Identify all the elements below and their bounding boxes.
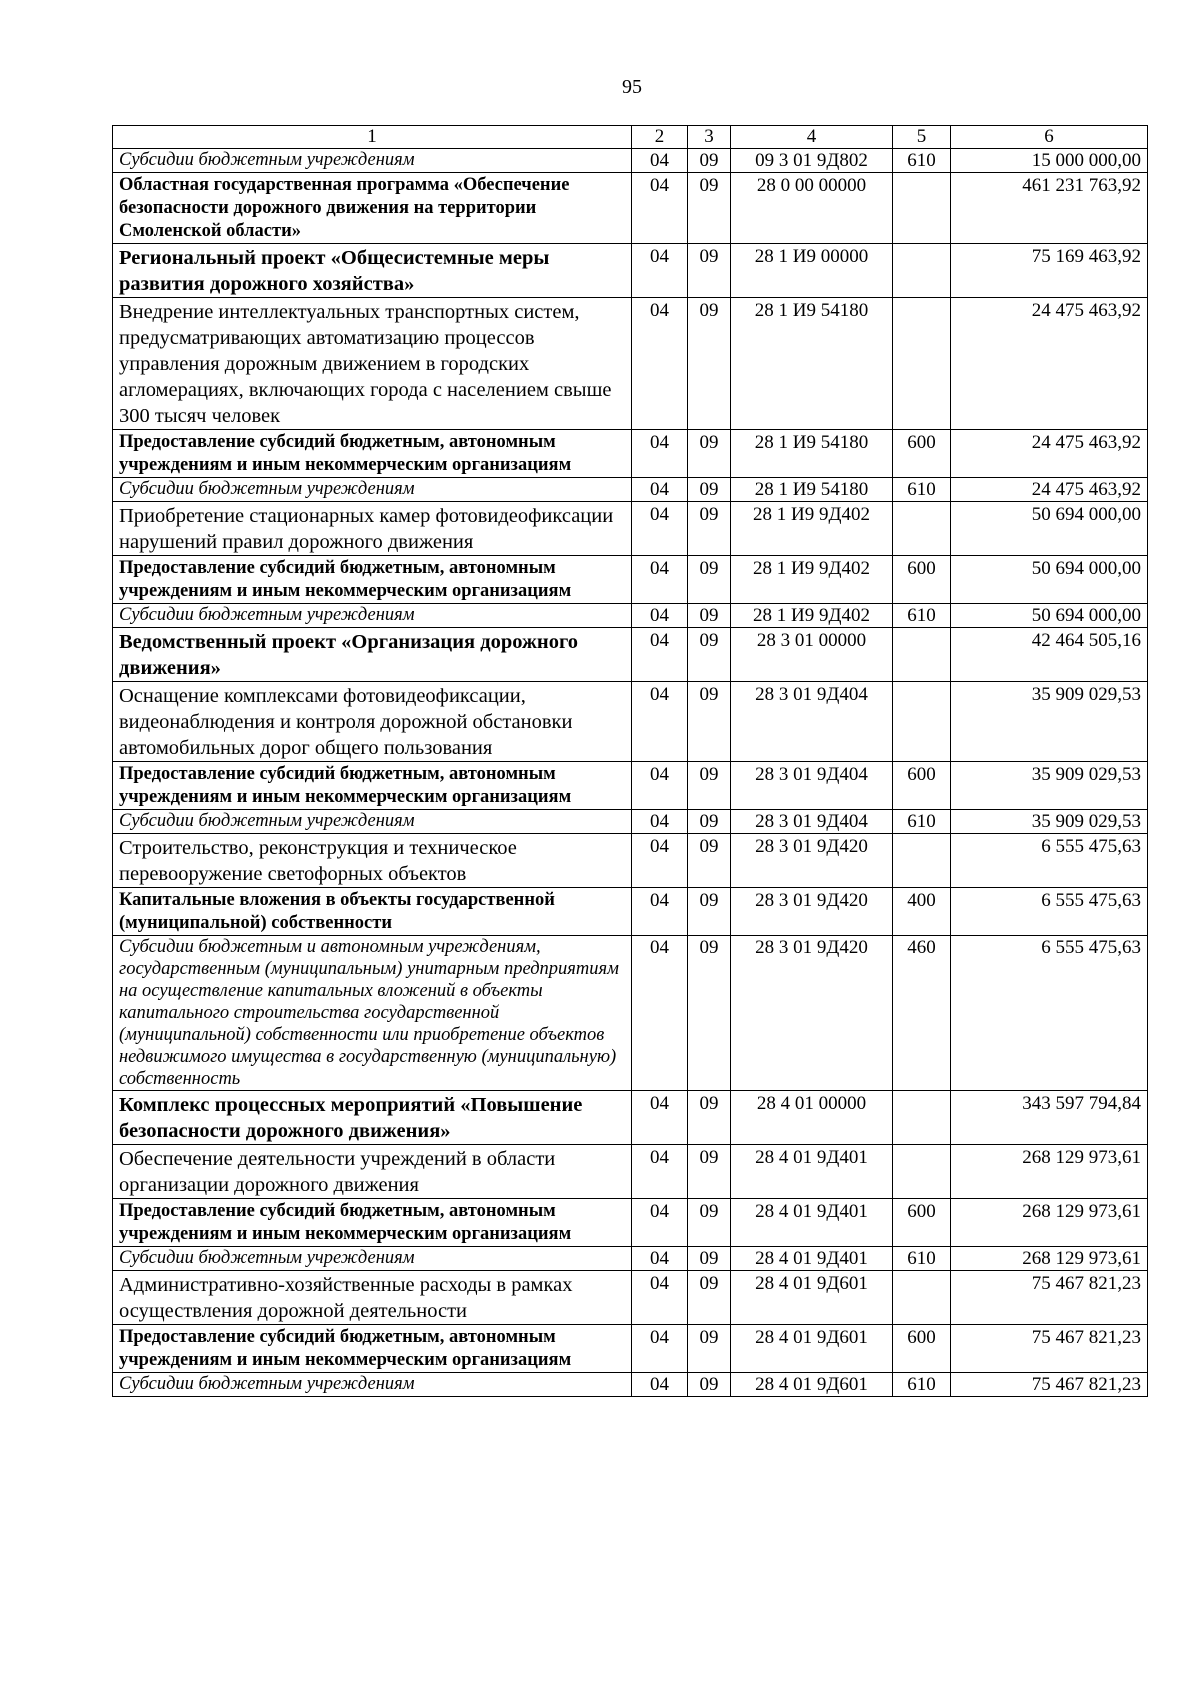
target-article-cell: 28 3 01 9Д404 <box>731 762 893 810</box>
subsection-code-cell: 09 <box>688 430 731 478</box>
row-name-cell: Субсидии бюджетным учреждениям <box>113 149 632 173</box>
table-row <box>113 1091 1148 1145</box>
row-name-cell: Субсидии бюджетным учреждениям <box>113 1373 632 1397</box>
section-code-cell: 04 <box>632 1091 688 1145</box>
row-name-cell: Капитальные вложения в объекты государственной (муниципальной) собственности <box>113 888 632 936</box>
section-code-cell: 04 <box>632 1271 688 1325</box>
expense-type-cell: 610 <box>893 810 951 834</box>
table-row <box>113 604 1148 628</box>
amount-cell: 6 555 475,63 <box>951 936 1148 1091</box>
amount-cell: 461 231 763,92 <box>951 173 1148 244</box>
expense-type-cell: 610 <box>893 604 951 628</box>
subsection-code-cell: 09 <box>688 810 731 834</box>
expense-type-cell <box>893 682 951 762</box>
section-code-cell: 04 <box>632 834 688 888</box>
row-name-cell: Субсидии бюджетным учреждениям <box>113 478 632 502</box>
target-article-cell: 28 1 И9 54180 <box>731 478 893 502</box>
target-article-cell: 28 1 И9 54180 <box>731 298 893 430</box>
target-article-cell: 28 1 И9 54180 <box>731 430 893 478</box>
amount-cell: 268 129 973,61 <box>951 1199 1148 1247</box>
section-code-cell: 04 <box>632 478 688 502</box>
target-article-cell: 28 1 И9 9Д402 <box>731 556 893 604</box>
section-code-cell: 04 <box>632 1199 688 1247</box>
section-code-cell: 04 <box>632 1247 688 1271</box>
table-row <box>113 478 1148 502</box>
section-code-cell: 04 <box>632 1145 688 1199</box>
expense-type-cell: 610 <box>893 478 951 502</box>
section-code-cell: 04 <box>632 682 688 762</box>
subsection-code-cell: 09 <box>688 1325 731 1373</box>
target-article-cell: 28 4 01 9Д601 <box>731 1373 893 1397</box>
subsection-code-cell: 09 <box>688 936 731 1091</box>
subsection-code-cell: 09 <box>688 1091 731 1145</box>
header-cell-5: 5 <box>893 126 951 149</box>
section-code-cell: 04 <box>632 149 688 173</box>
section-code-cell: 04 <box>632 810 688 834</box>
expense-type-cell: 400 <box>893 888 951 936</box>
budget-table <box>112 125 1148 1397</box>
target-article-cell: 28 3 01 9Д420 <box>731 888 893 936</box>
expense-type-cell <box>893 298 951 430</box>
row-name-cell: Строительство, реконструкция и техническое перевооружение светофорных объектов <box>113 834 632 888</box>
subsection-code-cell: 09 <box>688 604 731 628</box>
amount-cell: 35 909 029,53 <box>951 810 1148 834</box>
amount-cell: 75 467 821,23 <box>951 1373 1148 1397</box>
amount-cell: 35 909 029,53 <box>951 762 1148 810</box>
subsection-code-cell: 09 <box>688 1271 731 1325</box>
subsection-code-cell: 09 <box>688 556 731 604</box>
amount-cell: 75 169 463,92 <box>951 244 1148 298</box>
amount-cell: 6 555 475,63 <box>951 834 1148 888</box>
row-name-cell: Предоставление субсидий бюджетным, автономным учреждениям и иным некоммерческим организациям <box>113 430 632 478</box>
target-article-cell: 28 1 И9 9Д402 <box>731 604 893 628</box>
expense-type-cell <box>893 628 951 682</box>
amount-cell: 50 694 000,00 <box>951 556 1148 604</box>
expense-type-cell: 600 <box>893 762 951 810</box>
expense-type-cell: 600 <box>893 1325 951 1373</box>
subsection-code-cell: 09 <box>688 502 731 556</box>
table-row <box>113 936 1148 1091</box>
table-row <box>113 888 1148 936</box>
section-code-cell: 04 <box>632 628 688 682</box>
subsection-code-cell: 09 <box>688 834 731 888</box>
table-row <box>113 810 1148 834</box>
row-name-cell: Предоставление субсидий бюджетным, автономным учреждениям и иным некоммерческим организациям <box>113 1199 632 1247</box>
section-code-cell: 04 <box>632 244 688 298</box>
target-article-cell: 28 4 01 00000 <box>731 1091 893 1145</box>
expense-type-cell <box>893 244 951 298</box>
table-row <box>113 1145 1148 1199</box>
target-article-cell: 28 3 01 9Д420 <box>731 834 893 888</box>
row-name-cell: Обеспечение деятельности учреждений в области организации дорожного движения <box>113 1145 632 1199</box>
row-name-cell: Субсидии бюджетным учреждениям <box>113 1247 632 1271</box>
section-code-cell: 04 <box>632 556 688 604</box>
subsection-code-cell: 09 <box>688 762 731 810</box>
amount-cell: 35 909 029,53 <box>951 682 1148 762</box>
expense-type-cell <box>893 502 951 556</box>
table-row <box>113 834 1148 888</box>
expense-type-cell <box>893 1271 951 1325</box>
row-name-cell: Региональный проект «Общесистемные меры развития дорожного хозяйства» <box>113 244 632 298</box>
table-row <box>113 762 1148 810</box>
target-article-cell: 28 0 00 00000 <box>731 173 893 244</box>
amount-cell: 343 597 794,84 <box>951 1091 1148 1145</box>
amount-cell: 24 475 463,92 <box>951 478 1148 502</box>
section-code-cell: 04 <box>632 430 688 478</box>
amount-cell: 75 467 821,23 <box>951 1271 1148 1325</box>
row-name-cell: Субсидии бюджетным учреждениям <box>113 604 632 628</box>
header-cell-3: 3 <box>688 126 731 149</box>
target-article-cell: 28 4 01 9Д401 <box>731 1145 893 1199</box>
row-name-cell: Предоставление субсидий бюджетным, автономным учреждениям и иным некоммерческим организациям <box>113 556 632 604</box>
expense-type-cell: 610 <box>893 149 951 173</box>
header-cell-2: 2 <box>632 126 688 149</box>
expense-type-cell <box>893 173 951 244</box>
table-row <box>113 628 1148 682</box>
table-row <box>113 502 1148 556</box>
amount-cell: 268 129 973,61 <box>951 1247 1148 1271</box>
amount-cell: 50 694 000,00 <box>951 502 1148 556</box>
subsection-code-cell: 09 <box>688 298 731 430</box>
section-code-cell: 04 <box>632 298 688 430</box>
target-article-cell: 28 1 И9 00000 <box>731 244 893 298</box>
section-code-cell: 04 <box>632 502 688 556</box>
subsection-code-cell: 09 <box>688 173 731 244</box>
expense-type-cell: 600 <box>893 556 951 604</box>
amount-cell: 75 467 821,23 <box>951 1325 1148 1373</box>
amount-cell: 24 475 463,92 <box>951 298 1148 430</box>
expense-type-cell <box>893 1091 951 1145</box>
subsection-code-cell: 09 <box>688 1199 731 1247</box>
header-cell-6: 6 <box>951 126 1148 149</box>
row-name-cell: Предоставление субсидий бюджетным, автономным учреждениям и иным некоммерческим организациям <box>113 762 632 810</box>
table-row <box>113 149 1148 173</box>
expense-type-cell: 610 <box>893 1247 951 1271</box>
row-name-cell: Субсидии бюджетным учреждениям <box>113 810 632 834</box>
table-row <box>113 1325 1148 1373</box>
expense-type-cell: 600 <box>893 1199 951 1247</box>
row-name-cell: Комплекс процессных мероприятий «Повышение безопасности дорожного движения» <box>113 1091 632 1145</box>
target-article-cell: 28 4 01 9Д601 <box>731 1325 893 1373</box>
subsection-code-cell: 09 <box>688 478 731 502</box>
subsection-code-cell: 09 <box>688 1373 731 1397</box>
section-code-cell: 04 <box>632 888 688 936</box>
section-code-cell: 04 <box>632 1373 688 1397</box>
subsection-code-cell: 09 <box>688 1145 731 1199</box>
amount-cell: 268 129 973,61 <box>951 1145 1148 1199</box>
subsection-code-cell: 09 <box>688 628 731 682</box>
target-article-cell: 28 4 01 9Д401 <box>731 1199 893 1247</box>
subsection-code-cell: 09 <box>688 888 731 936</box>
section-code-cell: 04 <box>632 936 688 1091</box>
header-cell-4: 4 <box>731 126 893 149</box>
expense-type-cell <box>893 1145 951 1199</box>
expense-type-cell <box>893 834 951 888</box>
target-article-cell: 28 4 01 9Д401 <box>731 1247 893 1271</box>
target-article-cell: 28 3 01 00000 <box>731 628 893 682</box>
table-row <box>113 298 1148 430</box>
subsection-code-cell: 09 <box>688 1247 731 1271</box>
section-code-cell: 04 <box>632 1325 688 1373</box>
target-article-cell: 28 3 01 9Д404 <box>731 682 893 762</box>
subsection-code-cell: 09 <box>688 149 731 173</box>
amount-cell: 15 000 000,00 <box>951 149 1148 173</box>
row-name-cell: Приобретение стационарных камер фотовидеофиксации нарушений правил дорожного движения <box>113 502 632 556</box>
subsection-code-cell: 09 <box>688 244 731 298</box>
table-row <box>113 556 1148 604</box>
expense-type-cell: 610 <box>893 1373 951 1397</box>
target-article-cell: 28 1 И9 9Д402 <box>731 502 893 556</box>
amount-cell: 50 694 000,00 <box>951 604 1148 628</box>
table-row <box>113 430 1148 478</box>
expense-type-cell: 460 <box>893 936 951 1091</box>
target-article-cell: 28 3 01 9Д420 <box>731 936 893 1091</box>
row-name-cell: Предоставление субсидий бюджетным, автономным учреждениям и иным некоммерческим организациям <box>113 1325 632 1373</box>
row-name-cell: Областная государственная программа «Обеспечение безопасности дорожного движения на территории Смоленской области» <box>113 173 632 244</box>
section-code-cell: 04 <box>632 762 688 810</box>
row-name-cell: Оснащение комплексами фотовидеофиксации, видеонаблюдения и контроля дорожной обстановки автомобильных дорог общего пользования <box>113 682 632 762</box>
amount-cell: 42 464 505,16 <box>951 628 1148 682</box>
target-article-cell: 28 4 01 9Д601 <box>731 1271 893 1325</box>
table-row <box>113 173 1148 244</box>
table-row <box>113 1271 1148 1325</box>
expense-type-cell: 600 <box>893 430 951 478</box>
page-number: 95 <box>622 76 642 98</box>
budget-table-body <box>113 126 1148 1397</box>
target-article-cell: 09 3 01 9Д802 <box>731 149 893 173</box>
table-row <box>113 1247 1148 1271</box>
target-article-cell: 28 3 01 9Д404 <box>731 810 893 834</box>
row-name-cell: Административно-хозяйственные расходы в рамках осуществления дорожной деятельности <box>113 1271 632 1325</box>
amount-cell: 24 475 463,92 <box>951 430 1148 478</box>
header-cell-1: 1 <box>113 126 632 149</box>
table-row <box>113 1199 1148 1247</box>
row-name-cell: Субсидии бюджетным и автономным учреждениям, государственным (муниципальным) унитарным предприятиям на осуществление капитальных вложений в объекты капитального строительства государственной (муниципальной) собственности или приобретение объектов недвижимого имущества в государственную (муниципальную) собственность <box>113 936 632 1091</box>
row-name-cell: Ведомственный проект «Организация дорожного движения» <box>113 628 632 682</box>
subsection-code-cell: 09 <box>688 682 731 762</box>
table-row <box>113 1373 1148 1397</box>
section-code-cell: 04 <box>632 604 688 628</box>
row-name-cell: Внедрение интеллектуальных транспортных систем, предусматривающих автоматизацию процессов управления дорожным движением в городских агломерациях, включающих города с населением свыше 300 тысяч человек <box>113 298 632 430</box>
table-row <box>113 244 1148 298</box>
section-code-cell: 04 <box>632 173 688 244</box>
table-row <box>113 682 1148 762</box>
header-row <box>113 126 1148 149</box>
amount-cell: 6 555 475,63 <box>951 888 1148 936</box>
